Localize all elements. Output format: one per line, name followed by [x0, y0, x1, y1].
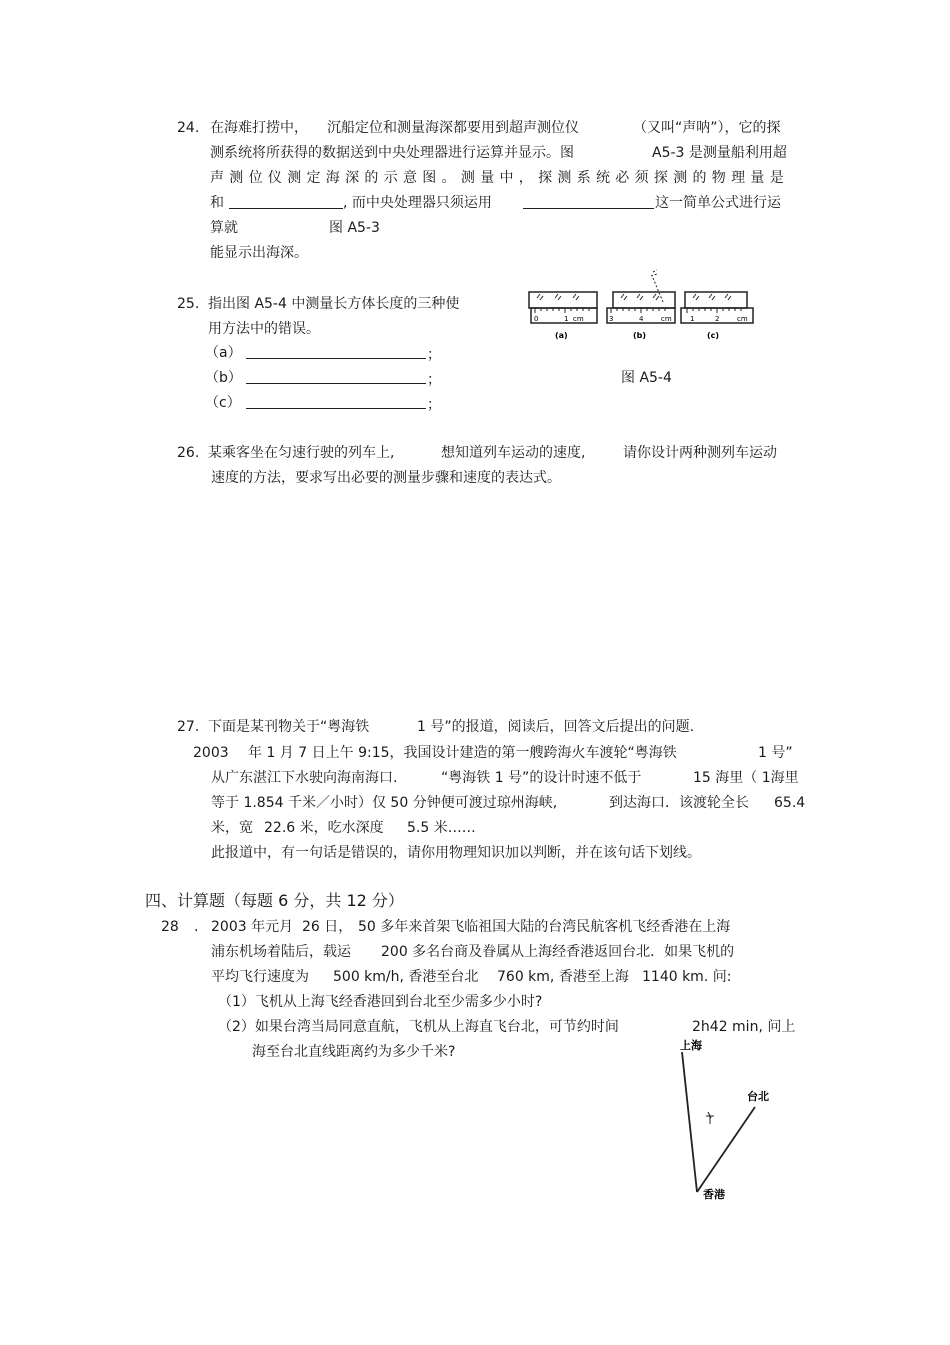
q24-text: A5-3 是测量船利用超 — [652, 145, 787, 161]
q28-text: 2003 年元月 — [211, 919, 294, 935]
q27-text: “粤海铁 1 号”的设计时速不低于 — [441, 770, 642, 786]
fig-a-label: (a) — [555, 331, 568, 340]
ruler-c-label: cm — [737, 315, 748, 323]
ruler-b-label: 3 — [609, 315, 614, 323]
q28-number-dot: . — [194, 919, 199, 935]
q27-text: 15 海里（ 1海里 — [693, 770, 799, 786]
q28-text: 500 km/h, 香港至台北 — [333, 969, 479, 985]
map-label-hongkong: 香港 — [703, 1188, 725, 1201]
q28-part-2: 2h42 min, 问上 — [692, 1019, 796, 1035]
ruler-b — [607, 270, 675, 340]
q24-text: 这一简单公式进行运 — [655, 195, 781, 211]
ruler-figure — [525, 268, 757, 348]
ruler-a-label: 1 — [564, 315, 569, 323]
q28-text: 760 km, 香港至上海 — [497, 969, 629, 985]
q24-text: 测系统将所获得的数据送到中央处理器进行运算并显示。图 — [210, 145, 574, 161]
q24-number: 24. — [177, 120, 200, 136]
q28-text: 200 多名台商及眷属从上海经香港返回台北．如果飞机的 — [381, 944, 735, 960]
q27-text: 1 号”的报道，阅读后，回答文后提出的问题. — [417, 719, 695, 735]
q27-text: 年 1 月 7 日上午 9:15，我国设计建造的第一艘跨海火车渡轮“粤海铁 — [248, 745, 677, 761]
route-shanghai-hongkong — [682, 1052, 697, 1192]
q24-figure-caption: 图 A5-3 — [329, 220, 380, 236]
q26-text: 请你设计两种测列车运动 — [623, 445, 777, 461]
q24-text: 沉船定位和测量海深都要用到超声测位仪 — [327, 120, 579, 136]
q24-text: , 而中央处理器只须运用 — [343, 195, 492, 211]
q27-number: 27. — [177, 719, 200, 735]
q27-text: 等于 1.854 千米／小时）仅 50 分钟便可渡过琼州海峡, — [211, 795, 558, 811]
q27-text: 65.4 — [774, 795, 806, 811]
q24-text: 算就 — [210, 220, 238, 236]
q24-blank-1[interactable] — [229, 193, 343, 209]
fig-c-label: (c) — [707, 331, 720, 340]
route-map — [670, 1032, 790, 1212]
q25-semicolon: ； — [427, 347, 441, 363]
ruler-b-label: 4 — [639, 315, 644, 323]
q26-text: 速度的方法，要求写出必要的测量步骤和速度的表达式。 — [211, 470, 561, 486]
q27-text: 米，宽 — [211, 820, 253, 836]
q27-text: 从广东湛江下水驶向海南海口. — [211, 770, 398, 786]
q28-text: 50 多年来首架飞临祖国大陆的台湾民航客机飞经香港在上海 — [358, 919, 731, 935]
q28-part-1: （1）飞机从上海飞经香港回到台北至少需多少小时? — [218, 994, 543, 1010]
q25-text: 用方法中的错误。 — [208, 321, 320, 337]
q24-blank-2[interactable] — [523, 193, 654, 209]
q25-semicolon: ； — [427, 397, 441, 413]
q26-text: 想知道列车运动的速度, — [441, 445, 586, 461]
q24-text: 在海难打捞中， — [210, 120, 308, 136]
block-c-hatch — [693, 294, 731, 300]
q28-part-2: （2）如果台湾当局同意直航，飞机从上海直飞台北，可节约时间 — [218, 1019, 619, 1035]
q24-text: 声测位仪测定海深的示意图。测量中，探测系统必须探测的物理量是 — [210, 170, 789, 186]
section-heading: 四、计算题（每题 6 分，共 12 分） — [145, 891, 404, 910]
map-label-shanghai: 上海 — [680, 1039, 702, 1052]
q24-text: 和 — [210, 195, 224, 211]
q25-blank-b[interactable] — [246, 368, 426, 384]
q27-text: 22.6 米，吃水深度 — [264, 820, 384, 836]
block-c — [685, 292, 747, 308]
fig-b-label: (b) — [633, 331, 647, 340]
q26-text: 某乘客坐在匀速行驶的列车上, — [208, 445, 395, 461]
q25-blank-a[interactable] — [246, 343, 426, 359]
q24-text: 能显示出海深。 — [210, 245, 308, 261]
ruler-a — [529, 292, 597, 340]
q25-option-a: （a） — [205, 345, 242, 361]
ruler-a-label: 0 — [534, 315, 539, 323]
q25-semicolon: ； — [427, 372, 441, 388]
block-b — [613, 292, 675, 308]
q25-option-c: （c） — [205, 395, 241, 411]
q26-number: 26. — [177, 445, 200, 461]
block-b-hatch — [621, 294, 659, 300]
ruler-a-label: cm — [573, 315, 584, 323]
route-hongkong-taipei — [697, 1107, 755, 1192]
q28-text: 1140 km. 问: — [642, 969, 732, 985]
q28-number: 28 — [161, 919, 179, 935]
ruler-c — [681, 292, 753, 340]
q28-text: 浦东机场着陆后，载运 — [211, 944, 351, 960]
q25-text: 指出图 A5-4 中测量长方体长度的三种使 — [208, 296, 460, 312]
ruler-b-label: cm — [661, 315, 672, 323]
q28-text: 26 日， — [302, 919, 353, 935]
q28-part-2: 海至台北直线距离约为多少千米? — [252, 1044, 456, 1060]
q25-option-b: （b） — [205, 370, 242, 386]
north-arrow-icon — [706, 1112, 714, 1124]
q27-text: 1 号” — [758, 745, 793, 761]
map-label-taipei: 台北 — [747, 1090, 769, 1103]
ruler-c-label: 1 — [690, 315, 695, 323]
q28-text: 平均飞行速度为 — [211, 969, 309, 985]
q27-text: 到达海口．该渡轮全长 — [609, 795, 749, 811]
q27-text: 下面是某刊物关于“粤海铁 — [208, 719, 370, 735]
q27-text: 5.5 米…… — [407, 820, 476, 836]
q25-blank-c[interactable] — [246, 393, 426, 409]
q24-text: （又叫“声呐”），它的探 — [633, 120, 781, 136]
q27-text: 此报道中，有一句话是错误的，请你用物理知识加以判断，并在该句话下划线。 — [211, 845, 701, 861]
q25-number: 25. — [177, 296, 200, 312]
eye-sightline-b — [651, 270, 663, 302]
q27-text: 2003 — [193, 745, 229, 761]
ruler-c-label: 2 — [715, 315, 720, 323]
q25-figure-caption: 图 A5-4 — [621, 370, 672, 386]
block-a-hatch — [537, 294, 579, 300]
